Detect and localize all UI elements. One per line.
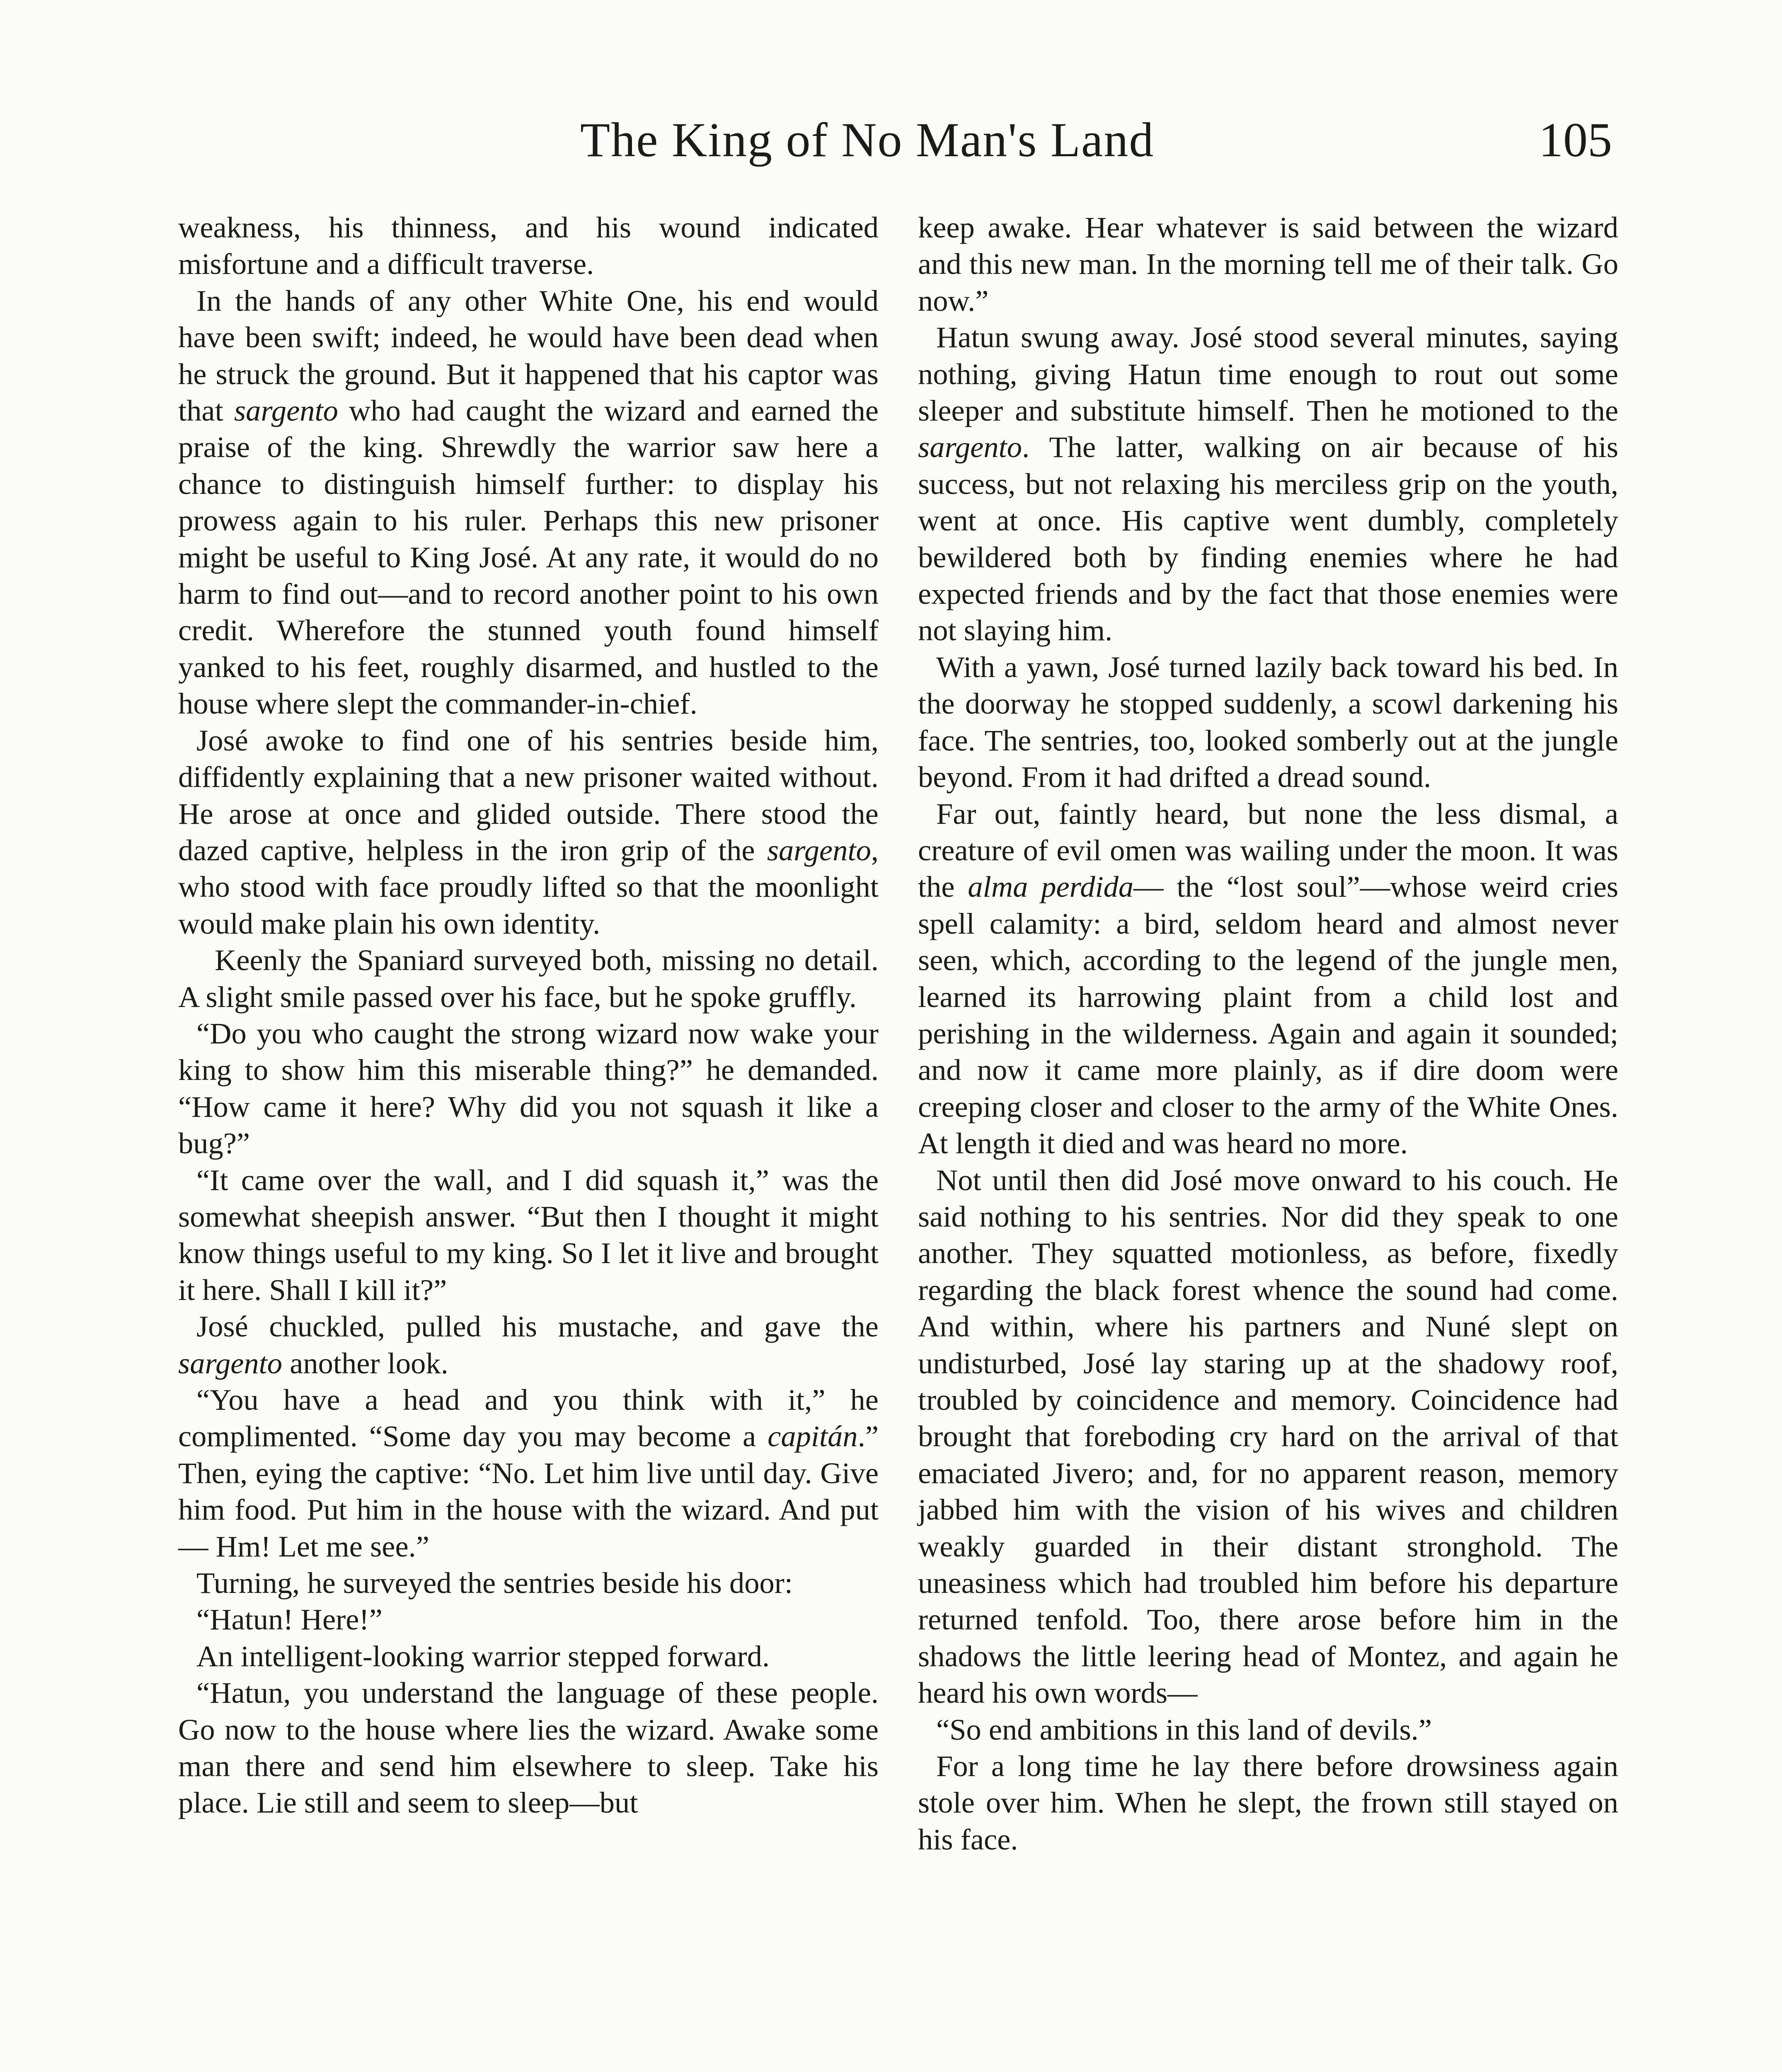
paragraph: “So end ambitions in this land of devils.” — [936, 1712, 1432, 1746]
paragraph: Not until then did José move onward to his couch. He said nothing to his sentries. Nor did they speak to one another. They squatted motionless, as before, fixedly regarding the black forest whence the sound had come. And within, where his partners and Nuné slept on undisturbed, José lay staring up at the shadowy roof, troubled by coincidence and memory. Coincidence had brought that foreboding cry hard on the arrival of that emaciated Jivero; and, for no apparent reason, memory jabbed him with the vision of his wives and children weakly guarded in their distant stronghold. The uneasiness which had troubled him before his departure returned tenfold. Too, there arose before him in the shadows the little leering head of Montez, and again he heard his own words— — [918, 1163, 1618, 1710]
paragraph: With a yawn, José turned lazily back toward his bed. In the doorway he stopped suddenly, a scowl darkening his face. The sentries, too, looked somberly out at the jungle beyond. From it had drifted a dread sound. — [918, 650, 1618, 794]
paragraph: In the hands of any other White One, his end would have been swift; indeed, he would have been dead when he struck the ground. But it happened that his captor was that sargento who had caught the wizard and earned the praise of the king. Shrewdly the warrior saw here a chance to distinguish himself further: to display his prowess again to his ruler. Perhaps this new prisoner might be useful to King José. At any rate, it would do no harm to find out—and to record another point to his own credit. Wherefore the stunned youth found himself yanked to his feet, roughly disarmed, and hustled to the house where slept the commander-in-chief. — [178, 283, 879, 721]
page-header — [0, 112, 1782, 178]
paragraph: An intelligent-looking warrior stepped forward. — [196, 1639, 770, 1673]
page-number: 105 — [1539, 113, 1612, 167]
paragraph: weakness, his thinness, and his wound indicated misfortune and a difficult traverse. — [178, 211, 879, 281]
paragraph: For a long time he lay there before drowsiness again stole over him. When he slept, the frown still stayed on his face. — [918, 1749, 1618, 1856]
paragraph: “Hatun! Here!” — [196, 1602, 383, 1636]
paragraph: “You have a head and you think with it,” he complimented. “Some day you may become a capitán.” Then, eying the captive: “No. Let him live until day. Give him food. Put him in the house with the wizard. And put— Hm! Let me see.” — [178, 1383, 879, 1563]
paragraph: “It came over the wall, and I did squash it,” was the somewhat sheepish answer. “But then I thought it might know things useful to my king. So I let it live and brought it here. Shall I kill it?” — [178, 1163, 879, 1307]
paragraph: José chuckled, pulled his mustache, and gave the sargento another look. — [178, 1310, 879, 1380]
paragraph: José awoke to find one of his sentries beside him, diffidently explaining that a new prisoner waited without. He arose at once and glided outside. There stood the dazed captive, helpless in the iron grip of the sargento, who stood with face proudly lifted so that the moonlight would make plain his own identity. — [178, 723, 879, 940]
paragraph: Turning, he surveyed the sentries beside his door: — [196, 1566, 793, 1600]
running-title: The King of No Man's Land — [580, 113, 1155, 167]
paragraph: “Do you who caught the strong wizard now wake your king to show him this miserable thing?” he demanded. “How came it here? Why did you not squash it like a bug?” — [178, 1016, 879, 1160]
paragraph: Hatun swung away. José stood several minutes, saying nothing, giving Hatun time enough to rout out some sleeper and substitute himself. Then he motioned to the sargento. The latter, walking on air because of his success, but not relaxing his merciless grip on the youth, went at once. His captive went dumbly, completely bewildered both by finding enemies where he had expected friends and by the fact that those enemies were not slaying him. — [918, 320, 1618, 647]
left-column — [178, 209, 879, 1821]
right-column — [918, 209, 1618, 1858]
paragraph: “Hatun, you understand the language of these people. Go now to the house where lies the wizard. Awake some man there and send him elsewhere to sleep. Take his place. Lie still and seem to sleep—but — [178, 1676, 879, 1820]
paragraph: Keenly the Spaniard surveyed both, missing no detail. A slight smile passed over his face, but he spoke gruffly. — [178, 943, 879, 1014]
paragraph: keep awake. Hear whatever is said between the wizard and this new man. In the morning tell me of their talk. Go now.” — [918, 211, 1618, 317]
paragraph: Far out, faintly heard, but none the less dismal, a creature of evil omen was wailing under the moon. It was the alma perdida— the “lost soul”—whose weird cries spell calamity: a bird, seldom heard and almost never seen, which, according to the legend of the jungle men, learned its harrowing plaint from a child lost and perishing in the wilderness. Again and again it sounded; and now it came more plainly, as if dire doom were creeping closer and closer to the army of the White Ones. At length it died and was heard no more. — [918, 796, 1618, 1160]
